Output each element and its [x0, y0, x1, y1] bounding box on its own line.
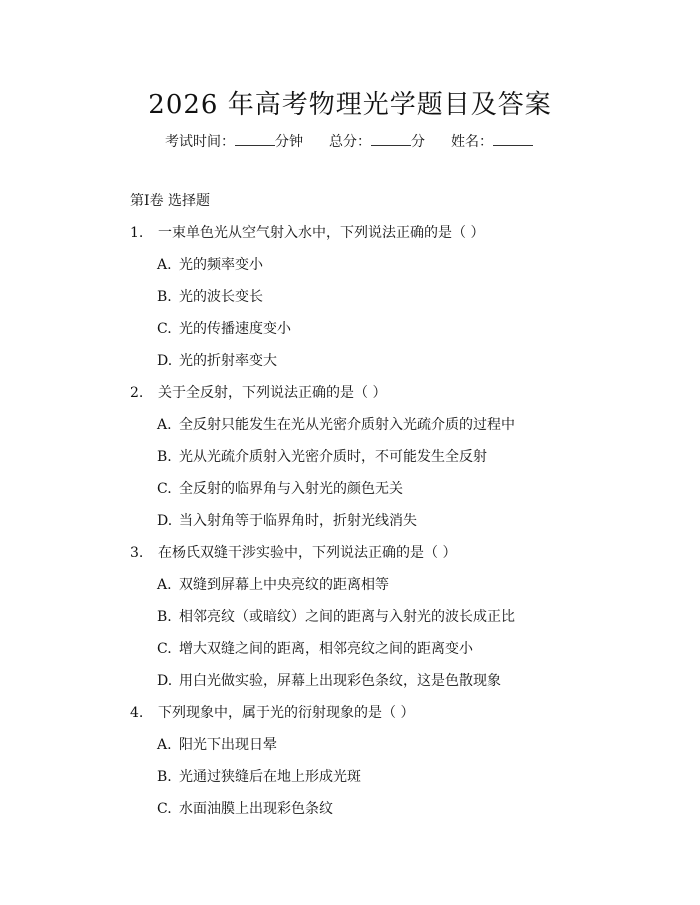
section-heading: 第Ⅰ卷 选择题 — [130, 193, 210, 209]
question-number: 2. — [130, 385, 144, 401]
option-text: 光的传播速度变小 — [179, 321, 291, 337]
option — [157, 414, 515, 434]
option — [157, 286, 263, 306]
option-text: 阳光下出现日晕 — [179, 737, 277, 753]
time-unit: 分钟 — [275, 134, 303, 150]
option-text: 全反射的临界角与入射光的颜色无关 — [179, 481, 403, 497]
option — [157, 606, 515, 626]
time-label: 考试时间： — [165, 134, 235, 150]
option — [157, 350, 277, 370]
option — [157, 254, 263, 274]
option-letter: D. — [157, 353, 173, 369]
option-text: 用白光做实验，屏幕上出现彩色条纹，这是色散现象 — [179, 673, 501, 689]
option-text: 光的频率变小 — [179, 257, 263, 273]
option-letter: B. — [157, 769, 172, 785]
option-text: 光的波长变长 — [179, 289, 263, 305]
question-text: 在杨氏双缝干涉实验中，下列说法正确的是（ ） — [158, 545, 457, 561]
page-title: 2026 年高考物理光学题目及答案 — [148, 90, 552, 120]
question-4 — [130, 702, 414, 722]
option-letter: D. — [157, 673, 173, 689]
option-letter: A. — [157, 417, 172, 433]
option-letter: B. — [157, 449, 172, 465]
option-text: 当入射角等于临界角时，折射光线消失 — [179, 513, 417, 529]
option-text: 双缝到屏幕上中央亮纹的距离相等 — [179, 577, 389, 593]
time-blank — [235, 133, 275, 146]
score-blank — [371, 133, 411, 146]
name-blank — [493, 133, 533, 146]
option-text: 增大双缝之间的距离，相邻亮纹之间的距离变小 — [179, 641, 473, 657]
option-text: 光通过狭缝后在地上形成光斑 — [179, 769, 361, 785]
option — [157, 766, 361, 786]
option-letter: C. — [157, 801, 172, 817]
option-letter: A. — [157, 577, 172, 593]
option-letter: A. — [157, 737, 172, 753]
option — [157, 638, 473, 658]
question-number: 4. — [130, 705, 144, 721]
question-text: 一束单色光从空气射入水中，下列说法正确的是（ ） — [158, 225, 485, 241]
option-letter: D. — [157, 513, 173, 529]
option — [157, 318, 291, 338]
option-letter: A. — [157, 257, 172, 273]
option-text: 全反射只能发生在光从光密介质射入光疏介质的过程中 — [179, 417, 515, 433]
name-label: 姓名： — [451, 134, 493, 150]
option-text: 光的折射率变大 — [179, 353, 277, 369]
question-text: 关于全反射，下列说法正确的是（ ） — [158, 385, 387, 401]
option — [157, 670, 501, 690]
option-letter: C. — [157, 481, 172, 497]
option-text: 水面油膜上出现彩色条纹 — [179, 801, 333, 817]
option-text: 光从光疏介质射入光密介质时，不可能发生全反射 — [179, 449, 487, 465]
question-3 — [130, 542, 456, 562]
option-letter: B. — [157, 289, 172, 305]
option — [157, 734, 277, 754]
option-letter: C. — [157, 321, 172, 337]
question-number: 3. — [130, 545, 144, 561]
option — [157, 478, 403, 498]
question-text: 下列现象中，属于光的衍射现象的是（ ） — [158, 705, 415, 721]
option-letter: B. — [157, 609, 172, 625]
score-label: 总分： — [329, 134, 371, 150]
question-number: 1. — [130, 225, 144, 241]
option-letter: C. — [157, 641, 172, 657]
option-text: 相邻亮纹（或暗纹）之间的距离与入射光的波长成正比 — [179, 609, 515, 625]
option — [157, 510, 417, 530]
score-unit: 分 — [411, 134, 425, 150]
option — [157, 574, 389, 594]
option — [157, 798, 333, 818]
option — [157, 446, 487, 466]
question-2 — [130, 382, 386, 402]
exam-meta — [165, 131, 533, 151]
question-1 — [130, 222, 484, 242]
